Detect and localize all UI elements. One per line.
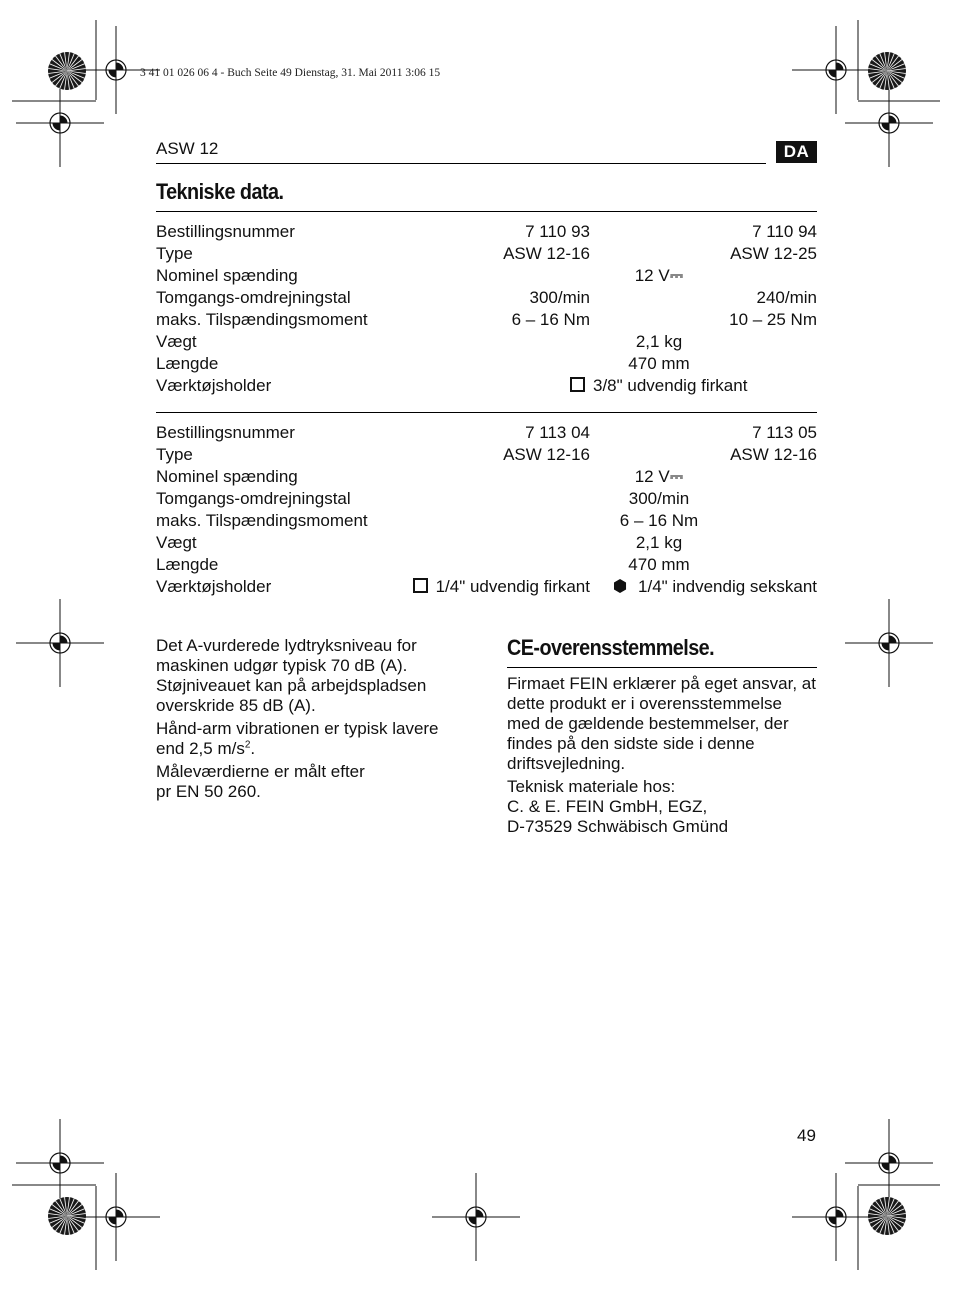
row-label: Nominel spænding: [156, 467, 298, 486]
cell-value: 10 – 25 Nm: [729, 310, 817, 329]
table-row: [156, 422, 817, 444]
cell-value: ASW 12-16: [730, 445, 817, 464]
square-drive-icon: [570, 377, 585, 392]
table-row: [156, 243, 817, 265]
cell-value: 7 113 05: [752, 423, 817, 442]
row-label: maks. Tilspændingsmoment: [156, 511, 368, 530]
starburst-mark-icon: [868, 1197, 906, 1235]
spec-table-2: [156, 422, 817, 598]
table-row: [156, 353, 817, 375]
cell-value: 2,1 kg: [635, 533, 683, 552]
header-rule: [156, 163, 766, 164]
cell-value: 1/4" udvendig firkant: [406, 576, 590, 598]
table-row: [156, 554, 817, 576]
cell-value: 7 110 93: [525, 222, 590, 241]
starburst-mark-icon: [48, 1197, 86, 1235]
table-row: [156, 488, 817, 510]
cell-value: 3/8" udvendig firkant: [406, 375, 817, 397]
starburst-mark-icon: [868, 52, 906, 90]
row-label: Vægt: [156, 533, 197, 552]
table-row: [156, 331, 817, 353]
cell-value: 2,1 kg: [635, 332, 683, 351]
cell-value: 7 113 04: [525, 423, 590, 442]
cell-value: 1/4" indvendig sekskant: [590, 576, 817, 598]
cell-value: 470 mm: [628, 555, 690, 574]
cell-value: 470 mm: [628, 354, 690, 373]
row-label: Længde: [156, 354, 219, 373]
row-label: Værktøjsholder: [156, 577, 272, 596]
cell-value: 6 – 16 Nm: [619, 511, 699, 530]
registration-mark-icon: [845, 599, 933, 687]
cell-value: 300/min: [628, 489, 690, 508]
row-label: Bestillingsnummer: [156, 423, 295, 442]
row-label: Vægt: [156, 332, 197, 351]
row-label: Type: [156, 244, 193, 263]
divider: [156, 211, 817, 212]
table-row: [156, 265, 817, 287]
registration-mark-icon: [792, 1173, 880, 1261]
cell-value: 6 – 16 Nm: [511, 310, 590, 329]
table-row: [156, 287, 817, 309]
measurement-paragraph: Måleværdierne er målt efter pr EN 50 260.: [156, 762, 365, 801]
cell-value: 7 110 94: [752, 222, 817, 241]
noise-vibration-text: [156, 636, 456, 805]
noise-paragraph: Det A-vurderede lydtryksniveau for maskinen udgør typisk 70 dB (A). Støjniveauet kan på arbejdspladsen overskride 85 dB (A).: [156, 636, 427, 715]
row-label: Tomgangs-omdrejningstal: [156, 288, 351, 307]
table-row: [156, 576, 817, 598]
row-label: Nominel spænding: [156, 266, 298, 285]
divider: [156, 412, 817, 413]
registration-mark-icon: [16, 599, 104, 687]
language-badge: DA: [776, 141, 817, 163]
header-model: ASW 12: [156, 139, 219, 158]
row-label: maks. Tilspændingsmoment: [156, 310, 368, 329]
starburst-mark-icon: [48, 52, 86, 90]
table-row: [156, 532, 817, 554]
hexagon-socket-icon: [613, 579, 627, 593]
cell-value: 240/min: [756, 288, 817, 307]
section-title-ce: CE-overensstemmelse.: [507, 635, 715, 660]
cell-value: ASW 12-16: [503, 445, 590, 464]
registration-mark-icon: [16, 1119, 104, 1207]
cell-value: 300/min: [529, 288, 590, 307]
divider: [507, 667, 817, 668]
ce-address: Teknisk materiale hos: C. & E. FEIN GmbH, EGZ, D-73529 Schwäbisch Gmünd: [507, 777, 729, 836]
cell-value: 12 V⎓: [634, 467, 684, 486]
table-row: [156, 444, 817, 466]
table-row: [156, 510, 817, 532]
table-row: [156, 309, 817, 331]
registration-mark-icon: [16, 79, 104, 167]
ce-text: [507, 674, 827, 840]
slug-line: 3 41 01 026 06 4 - Buch Seite 49 Dienstag, 31. Mai 2011 3:06 15: [140, 67, 441, 79]
square-drive-icon: [413, 578, 428, 593]
page-number: 49: [797, 1126, 816, 1145]
section-title-technical-data: Tekniske data.: [156, 179, 284, 204]
registration-mark-icon: [432, 1173, 520, 1261]
row-label: Værktøjsholder: [156, 376, 272, 395]
cell-value: ASW 12-25: [730, 244, 817, 263]
row-label: Tomgangs-omdrejningstal: [156, 489, 351, 508]
vibration-paragraph: Hånd-arm vibrationen er typisk lavere end 2,5 $m/s^2$.: [156, 719, 439, 758]
row-label: Type: [156, 445, 193, 464]
cell-value: 12 V⎓: [634, 266, 684, 285]
table-row: [156, 466, 817, 488]
table-row: [156, 375, 817, 397]
row-label: Længde: [156, 555, 219, 574]
spec-table-1: [156, 221, 817, 397]
ce-paragraph: Firmaet FEIN erklærer på eget ansvar, at dette produkt er i overensstemmelse med de gældende bestemmelser, der findes på den sidste side i denne driftsvejledning.: [507, 674, 816, 773]
row-label: Bestillingsnummer: [156, 222, 295, 241]
table-row: [156, 221, 817, 243]
cell-value: ASW 12-16: [503, 244, 590, 263]
